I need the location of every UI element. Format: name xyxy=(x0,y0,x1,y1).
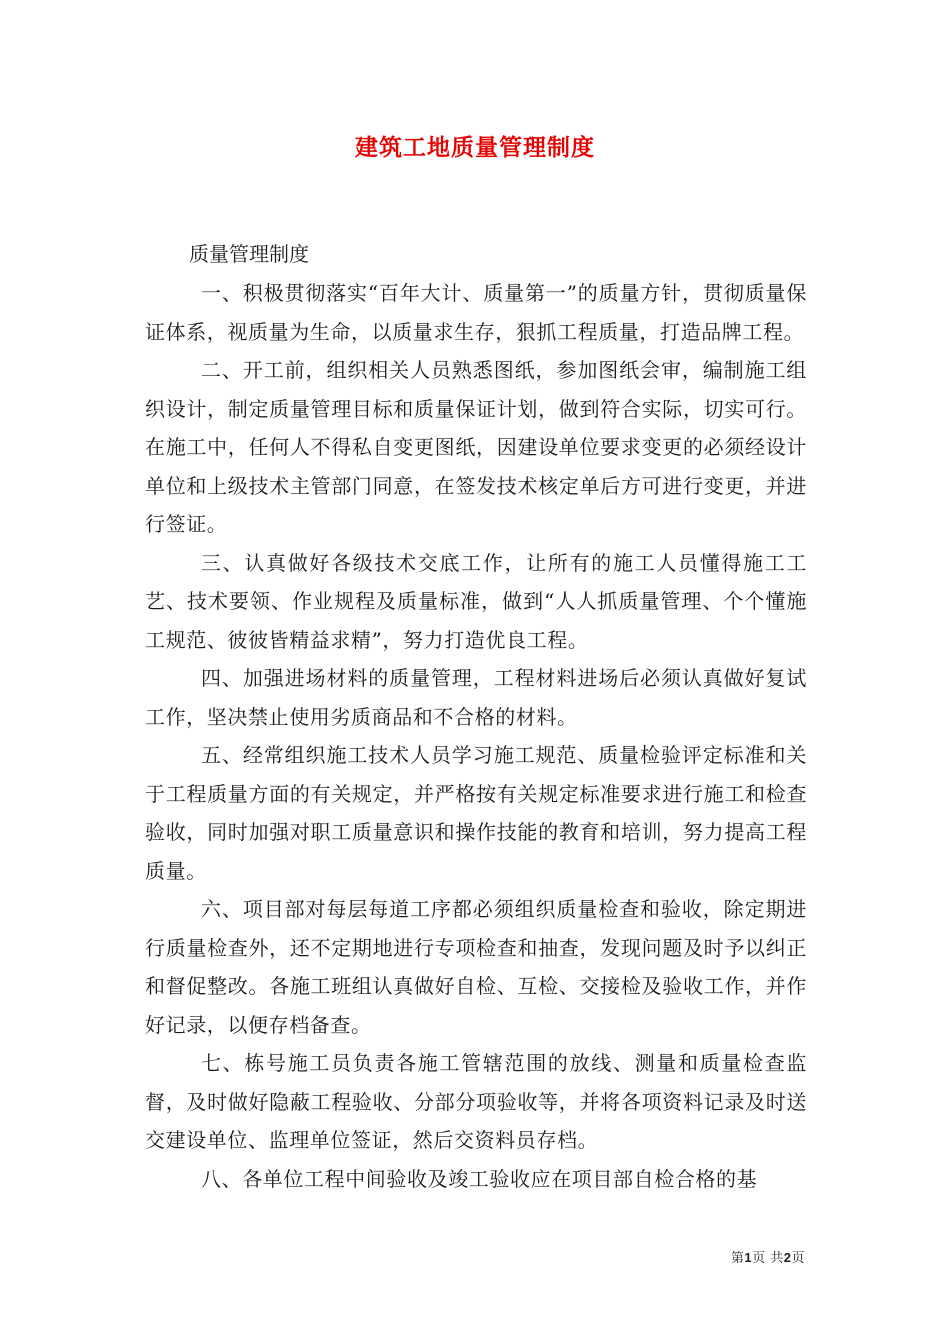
page-footer xyxy=(731,1247,805,1266)
paragraph-7: 七、栋号施工员负责各施工管辖范围的放线、测量和质量检查监督，及时做好隐蔽工程验收、分部分项验收等，并将各项资料记录及时送交建设单位、监理单位签证，然后交资料员存档。 xyxy=(145,1051,807,1152)
footer-middle: 页 共 xyxy=(752,1251,784,1266)
paragraph-1: 一、积极贯彻落实“百年大计、质量第一”的质量方针，贯彻质量保证体系，视质量为生命，以质量求生存，狠抓工程质量，打造品牌工程。 xyxy=(145,281,807,344)
paragraph-2: 二、开工前，组织相关人员熟悉图纸，参加图纸会审，编制施工组织设计，制定质量管理目标和质量保证计划，做到符合实际，切实可行。在施工中，任何人不得私自变更图纸，因建设单位要求变更的必须经设计单位和上级技术主管部门同意，在签发技术核定单后方可进行变更，并进行签证。 xyxy=(145,358,807,536)
paragraph-4: 四、加强进场材料的质量管理，工程材料进场后必须认真做好复试工作，坚决禁止使用劣质商品和不合格的材料。 xyxy=(145,666,807,729)
current-page-number: 1 xyxy=(744,1250,753,1265)
paragraph-5: 五、经常组织施工技术人员学习施工规范、质量检验评定标准和关于工程质量方面的有关规定，并严格按有关规定标准要求进行施工和检查验收，同时加强对职工质量意识和操作技能的教育和培训，努力提高工程质量。 xyxy=(145,743,807,883)
document-body xyxy=(145,234,807,1198)
paragraph-3: 三、认真做好各级技术交底工作，让所有的施工人员懂得施工工艺、技术要领、作业规程及质量标准，做到“人人抓质量管理、个个懂施工规范、彼彼皆精益求精”，努力打造优良工程。 xyxy=(145,550,807,652)
total-pages-number: 2 xyxy=(783,1250,792,1265)
document-title: 建筑工地质量管理制度 xyxy=(355,134,595,161)
paragraph-6: 六、项目部对每层每道工序都必须组织质量检查和验收，除定期进行质量检查外，还不定期地进行专项检查和抽查，发现问题及时予以纠正和督促整改。各施工班组认真做好自检、互检、交接检及验收工作，并作好记录，以便存档备查。 xyxy=(145,897,807,1037)
section-subtitle: 质量管理制度 xyxy=(189,242,309,266)
footer-suffix: 页 xyxy=(791,1251,805,1266)
footer-prefix: 第 xyxy=(730,1251,745,1266)
paragraph-8: 八、各单位工程中间验收及竣工验收应在项目部自检合格的基 xyxy=(201,1166,758,1191)
